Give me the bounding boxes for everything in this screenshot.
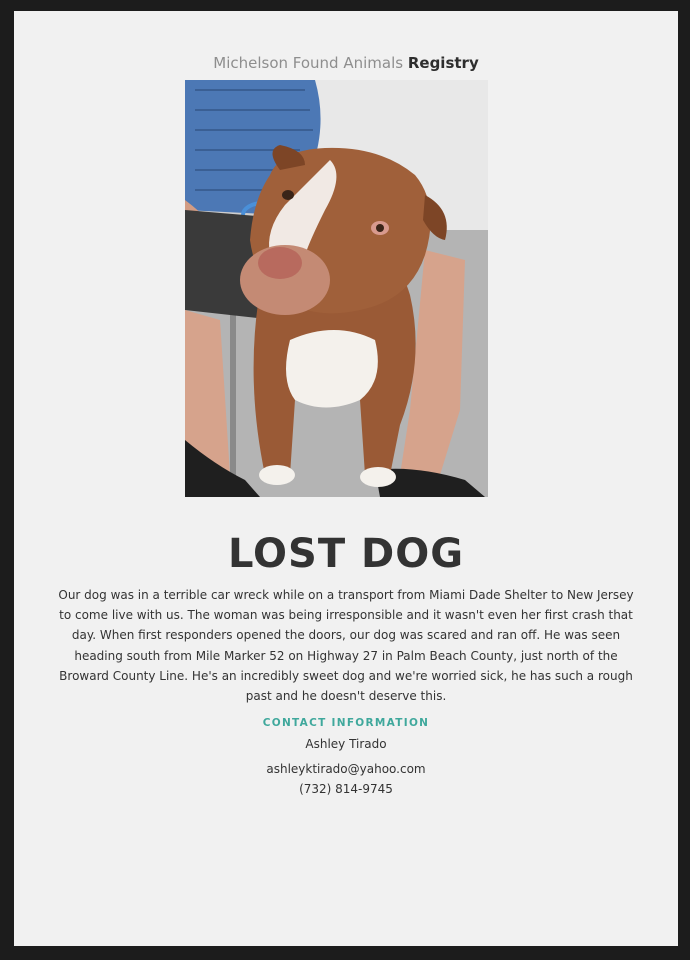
brand-header [14, 54, 678, 72]
dog-photo [185, 80, 488, 497]
contact-phone[interactable]: (732) 814-9745 [299, 782, 393, 796]
brand-name: Michelson Found Animals [213, 54, 408, 72]
brand-registry: Registry [407, 54, 479, 72]
contact-name: Ashley Tirado [305, 737, 387, 751]
story-text: Our dog was in a terrible car wreck while on a transport from Miami Dade Shelter to New Jersey to come live with us. The woman was being irresponsible and it wasn't even her first crash that day. When first responders opened the doors, our dog was scared and ran off. He was seen heading south from Mile Marker 52 on Highway 27 in Palm Beach County, just north of the Broward County Line. He's an incredibly sweet dog and we're worried sick, he has such a rough past and he doesn't deserve this. [58, 588, 634, 704]
contact-email[interactable]: ashleyktirado@yahoo.com [266, 762, 426, 776]
flyer-page [14, 11, 678, 946]
contact-heading: CONTACT INFORMATION [262, 717, 430, 729]
page-title: LOST DOG [227, 531, 465, 577]
